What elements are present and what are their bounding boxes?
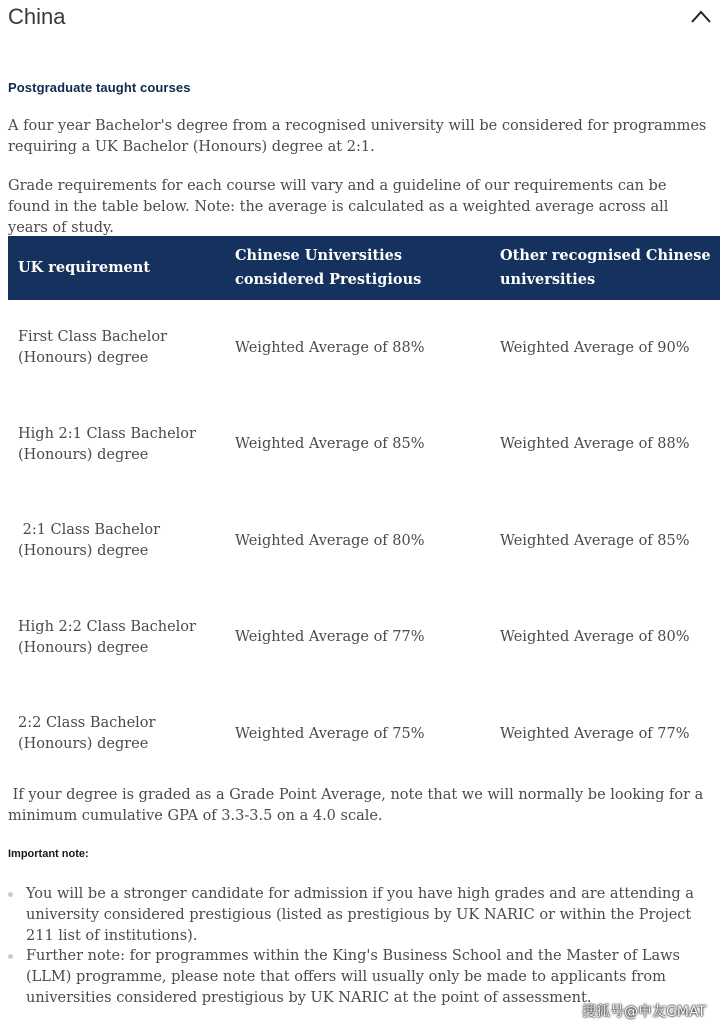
grade-requirements-table <box>8 236 720 783</box>
table-cell: High 2:1 Class Bachelor (Honours) degree <box>18 425 196 463</box>
table-cell: Weighted Average of 88% <box>235 339 425 356</box>
table-cell: 2:2 Class Bachelor (Honours) degree <box>18 715 156 753</box>
gpa-paragraph: If your degree is graded as a Grade Point Average, note that we will normally be looking for a minimum cumulative GPA of 3.3-3.5 on a 4.0 scale. <box>8 787 708 824</box>
accordion-header-china[interactable] <box>0 0 720 40</box>
list-item <box>26 884 716 947</box>
table-header-cell: UK requirement <box>8 236 225 300</box>
list-item-text: Further note: for programmes within the King's Business School and the Master of Laws (LLM) programme, please note that offers will usually only be made to applicants from universities considered prestigious by UK NARIC at the point of assessment. <box>26 948 680 1006</box>
table-cell: Weighted Average of 77% <box>235 629 425 646</box>
table-cell: Weighted Average of 90% <box>500 339 690 356</box>
table-cell: Weighted Average of 80% <box>235 532 425 549</box>
table-row <box>8 300 720 397</box>
watermark: 搜狐号@申友GMAT <box>582 1004 706 1020</box>
table-header-row <box>8 236 720 300</box>
table-row <box>8 686 720 783</box>
grade-requirements-paragraph: Grade requirements for each course will vary and a guideline of our requirements can be found in the table below. Note: the average is calculated as a weighted average across all years of study. <box>8 178 669 236</box>
chevron-up-icon[interactable] <box>690 8 712 26</box>
table-cell: Weighted Average of 75% <box>235 725 425 742</box>
accordion-title: China <box>8 4 66 29</box>
table-cell: Weighted Average of 88% <box>500 436 690 453</box>
table-cell: Weighted Average of 80% <box>500 629 690 646</box>
table-header-cell: Other recognised Chinese universities <box>490 236 720 300</box>
table-header-cell: Chinese Universities considered Prestigious <box>225 236 490 300</box>
table-cell: Weighted Average of 85% <box>500 532 690 549</box>
table-cell: 2:1 Class Bachelor (Honours) degree <box>18 522 165 560</box>
list-item <box>26 946 716 1009</box>
table-row <box>8 590 720 687</box>
table-cell: Weighted Average of 85% <box>235 436 425 453</box>
table-row <box>8 493 720 590</box>
table-row <box>8 397 720 494</box>
table-cell: First Class Bachelor (Honours) degree <box>18 329 168 367</box>
important-note-heading: Important note: <box>8 848 89 860</box>
intro-paragraph: A four year Bachelor's degree from a recognised university will be considered for programmes requiring a UK Bachelor (Honours) degree at 2:1. <box>8 118 707 155</box>
bullet-icon <box>8 954 13 959</box>
section-heading: Postgraduate taught courses <box>8 80 191 95</box>
table-cell: High 2:2 Class Bachelor (Honours) degree <box>18 618 196 656</box>
list-item-text: You will be a stronger candidate for admission if you have high grades and are attending a university considered prestigious (listed as prestigious by UK NARIC or within the Project 211 list of institutions). <box>26 886 694 944</box>
bullet-icon <box>8 892 13 897</box>
table-cell: Weighted Average of 77% <box>500 725 690 742</box>
